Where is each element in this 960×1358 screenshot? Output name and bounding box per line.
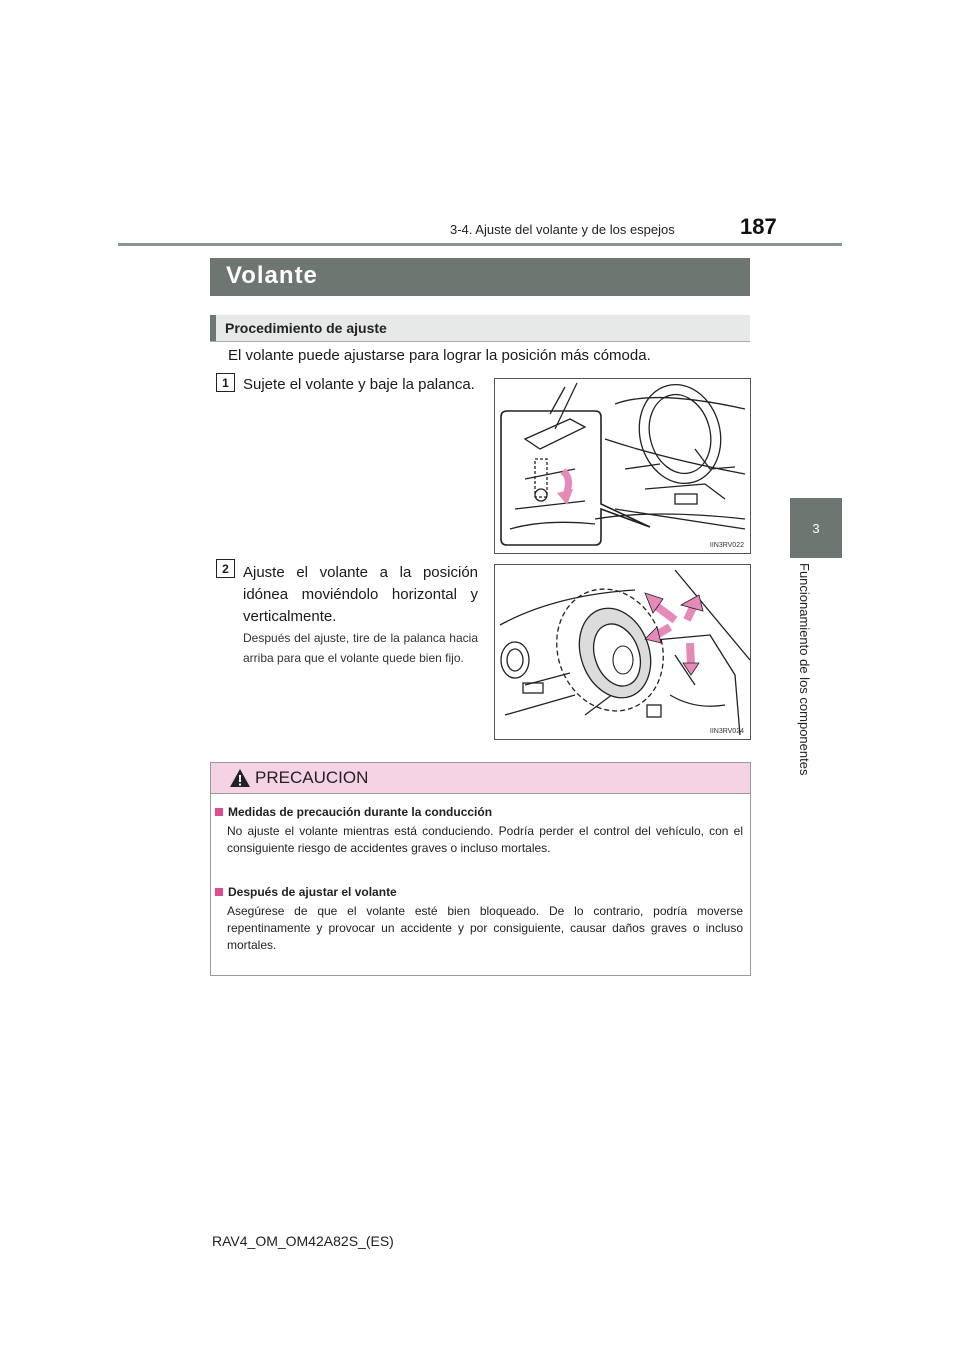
chapter-title: Funcionamiento de los componentes	[797, 563, 812, 776]
step-2-number: 2	[216, 559, 235, 578]
caution-item-body: Asegúrese de que el volante esté bien bloqueado. De lo contrario, podría moverse repentinamente y provocar un accidente y por consiguiente, causar daños graves o incluso mortales.	[227, 904, 743, 952]
bullet-square-icon	[215, 808, 223, 816]
subsection-marker	[210, 315, 216, 341]
step-1-number: 1	[216, 373, 235, 392]
step-2-note: Después del ajuste, tire de la palanca hacia arriba para que el volante quede bien fijo.	[243, 631, 478, 665]
chapter-tab: 3	[790, 498, 842, 558]
page-title: Volante	[226, 262, 318, 289]
caution-header	[211, 763, 750, 794]
section-reference: 3-4. Ajuste del volante y de los espejos	[450, 222, 675, 237]
step-1-text: Sujete el volante y baje la palanca.	[243, 376, 475, 393]
subsection-header	[210, 315, 750, 342]
steering-drawing	[495, 565, 750, 739]
caution-title: PRECAUCION	[255, 768, 369, 787]
document-code: RAV4_OM_OM42A82S_(ES)	[212, 1233, 394, 1249]
page-number: 187	[740, 214, 777, 239]
caution-item-body: No ajuste el volante mientras está conduciendo. Podría perder el control del vehículo, con el consiguiente riesgo de accidentes graves o incluso mortales.	[227, 824, 743, 855]
intro-text: El volante puede ajustarse para lograr la posición más cómoda.	[228, 347, 651, 364]
warning-icon	[229, 767, 251, 789]
header-divider	[118, 243, 842, 246]
caution-item-heading: Después de ajustar el volante	[228, 885, 397, 899]
caution-item-heading: Medidas de precaución durante la conducción	[228, 805, 493, 819]
bullet-square-icon	[215, 888, 223, 896]
step-2-text: Ajuste el volante a la posición idónea moviéndolo horizontal y verticalmente.	[243, 564, 478, 625]
lever-drawing	[495, 379, 750, 553]
subsection-title: Procedimiento de ajuste	[225, 320, 387, 336]
caution-item	[215, 805, 743, 857]
page-title-bar	[210, 258, 750, 296]
caution-item	[215, 885, 743, 954]
figure-code: IIN3RV022	[709, 542, 744, 549]
figure-code: IIN3RV024	[709, 728, 744, 735]
figure-steering-adjustment	[494, 564, 751, 740]
figure-lever-illustration	[494, 378, 751, 554]
caution-box	[210, 762, 751, 976]
